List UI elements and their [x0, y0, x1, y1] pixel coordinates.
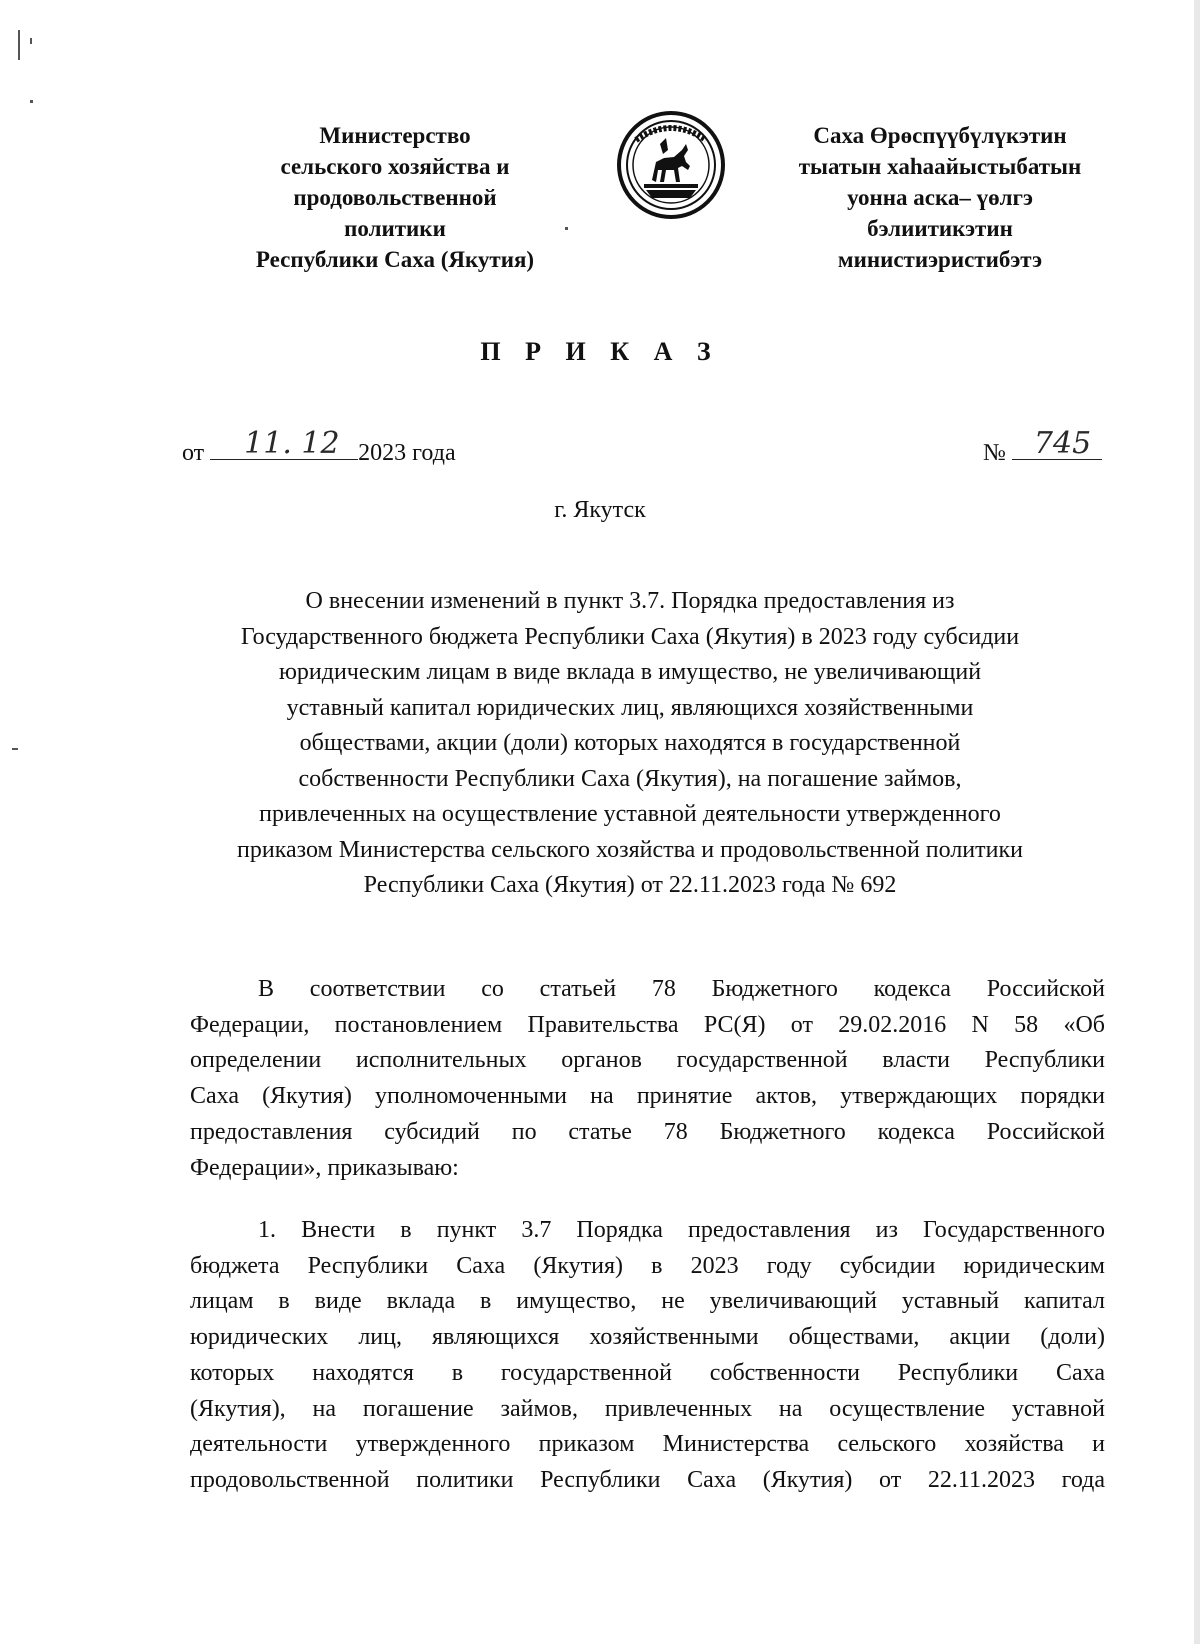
- clause-1-paragraph: [190, 1213, 1105, 1499]
- paragraph-line: юридических лиц, являющихся хозяйственными обществами, акции (доли): [190, 1324, 1105, 1351]
- paragraph-line: (Якутия), на погашение займов, привлеченных на осуществление уставной: [190, 1395, 1105, 1422]
- paragraph-line: В соответствии со статьей 78 Бюджетного кодекса Российской: [258, 976, 1105, 1002]
- subject-line: уставный капитал юридических лиц, являющихся хозяйственными: [286, 694, 974, 721]
- scan-speck: [30, 100, 33, 103]
- paragraph-line: продовольственной политики Республики Саха (Якутия) от 22.11.2023 года: [190, 1466, 1105, 1493]
- scan-edge: [1194, 0, 1200, 1644]
- ministry-ru-line: сельского хозяйства и: [280, 154, 510, 179]
- city: г. Якутск: [554, 497, 646, 523]
- subject-line: привлеченных на осуществление уставной деятельности утвержденного: [259, 801, 1001, 827]
- subject-line: Республики Саха (Якутия) от 22.11.2023 года № 692: [363, 872, 897, 898]
- paragraph-line: Саха (Якутия) уполномоченными на принятие актов, утверждающих порядки: [190, 1083, 1105, 1110]
- ministry-sah-line: Саха Өрөспүүбүлүкэтин: [813, 123, 1067, 148]
- ministry-ru-line: Республики Саха (Якутия): [255, 247, 535, 272]
- subject-line: собственности Республики Саха (Якутия), на погашение займов,: [298, 765, 962, 792]
- paragraph-line: которых находятся в государственной собственности Республики Саха: [190, 1359, 1105, 1386]
- paragraph-line: определении исполнительных органов государственной власти Республики: [190, 1047, 1105, 1074]
- ministry-ru-line: политики: [344, 216, 446, 241]
- paragraph-line: 1. Внести в пункт 3.7 Порядка предоставления из Государственного: [258, 1217, 1105, 1243]
- scan-speck: [30, 38, 32, 44]
- ministry-sah-line: министиэристибэтэ: [837, 247, 1043, 272]
- subject-line: приказом Министерства сельского хозяйства и продовольственной политики: [237, 836, 1023, 863]
- paragraph-line: деятельности утвержденного приказом Министерства сельского хозяйства и: [190, 1431, 1105, 1458]
- subject-line: О внесении изменений в пункт 3.7. Порядка предоставления из: [305, 588, 955, 614]
- document-title: П Р И К А З: [480, 337, 720, 366]
- ministry-name-sah: [740, 120, 1140, 275]
- paragraph-line: лицам в виде вклада в имущество, не увеличивающий уставный капитал: [190, 1288, 1105, 1315]
- handwritten-date: 11. 12: [244, 426, 340, 461]
- order-date: [182, 426, 456, 467]
- ministry-sah-line: уонна аска– үөлгэ: [847, 185, 1033, 210]
- number-prefix: №: [983, 440, 1006, 466]
- subject-line: Государственного бюджета Республики Саха (Якутия) в 2023 году субсидии: [240, 623, 1020, 650]
- order-subject: [160, 584, 1100, 904]
- ministry-sah-line: тыатын хаһаайыстыбатын: [798, 154, 1082, 179]
- number-blank: [1012, 426, 1102, 461]
- ministry-ru-line: продовольственной: [293, 185, 497, 210]
- order-number: [983, 426, 1102, 467]
- paragraph-line: бюджета Республики Саха (Якутия) в 2023 году субсидии юридическим: [190, 1252, 1105, 1279]
- ministry-ru-line: Министерство: [319, 123, 471, 148]
- scan-speck: [12, 748, 18, 750]
- handwritten-number: 745: [1033, 426, 1092, 461]
- preamble-paragraph: [190, 972, 1105, 1186]
- paragraph-line: Федерации», приказываю:: [190, 1154, 459, 1181]
- date-suffix: 2023 года: [358, 440, 456, 466]
- ministry-name-ru: [205, 120, 585, 275]
- subject-line: обществами, акции (доли) которых находятся в государственной: [299, 730, 961, 756]
- paragraph-line: предоставления субсидий по статье 78 Бюджетного кодекса Российской: [190, 1118, 1105, 1145]
- sakha-republic-emblem-icon: [616, 110, 726, 220]
- ministry-sah-line: бэлиитикэтин: [867, 216, 1013, 241]
- paragraph-line: Федерации, постановлением Правительства РС(Я) от 29.02.2016 N 58 «Об: [190, 1011, 1105, 1038]
- scan-speck: [18, 30, 20, 60]
- date-prefix: от: [182, 440, 205, 466]
- subject-line: юридическим лицам в виде вклада в имущество, не увеличивающий: [278, 659, 982, 685]
- date-blank: [210, 426, 358, 461]
